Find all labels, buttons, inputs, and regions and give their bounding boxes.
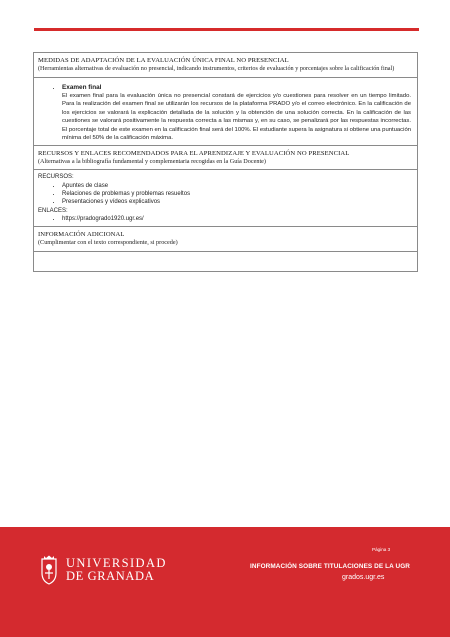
- adaptation-content: [34, 78, 417, 146]
- university-name-line1: UNIVERSIDAD: [66, 556, 167, 570]
- adaptation-title: MEDIDAS DE ADAPTACIÓN DE LA EVALUACIÓN ÚNICA FINAL NO PRESENCIAL: [38, 57, 289, 64]
- additional-content: [34, 252, 417, 271]
- additional-header: [34, 227, 417, 252]
- additional-title: INFORMACIÓN ADICIONAL: [38, 231, 125, 238]
- footer-band: [0, 527, 450, 637]
- top-accent-bar: [34, 28, 419, 31]
- enlaces-label: ENLACES:: [38, 207, 68, 214]
- university-seal-icon: [38, 555, 60, 585]
- exam-item: [62, 84, 411, 143]
- resources-title: RECURSOS Y ENLACES RECOMENDADOS PARA EL APRENDIZAJE Y EVALUACIÓN NO PRESENCIAL: [38, 149, 350, 157]
- resource-item: • Relaciones de problemas y problemas resueltos: [62, 190, 413, 198]
- additional-subtitle: (Cumplimentar con el texto correspondiente, si procede): [38, 239, 178, 246]
- page-number: Página 3: [372, 547, 391, 552]
- resources-subtitle: (Alternativas a la bibliografía fundamental y complementaria recogidas en la Guía Docente): [38, 157, 266, 165]
- exam-item-text: El examen final para la evaluación única no presencial constará de ejercicios y/o cuestiones para resolver en un tiempo limitado. Para la realización del examen final se utilizarán los recursos de la plataforma PRADO y/o el correo electrónico. En la calificación de los ejercicios se valorará la explicación detallada de la solución y la obtención de una solución correcta. En la calificación de las cuestiones se valorará positivamente la respuesta correcta a las mismas y, en su caso, se penalizará por las respuestas incorrectas. El porcentaje total de este examen en la calificación final será del 100%. El estudiante supera la asignatura si obtiene una puntuación mínima del 50% de la calificación máxima.: [62, 92, 411, 142]
- site-link[interactable]: grados.ugr.es: [342, 574, 385, 581]
- recursos-label: RECURSOS:: [38, 174, 74, 181]
- resource-item: • Apuntes de clase: [62, 182, 413, 190]
- resources-content: [34, 170, 417, 227]
- university-name-line2: DE GRANADA: [66, 569, 155, 583]
- adaptation-subtitle: (Herramientas alternativas de evaluación no presencial, indicando instrumentos, criterios de evaluación y porcentajes sobre la calificación final): [38, 65, 395, 72]
- link-item[interactable]: • https://pradogrado1920.ugr.es/: [62, 215, 413, 223]
- info-label: INFORMACIÓN SOBRE TITULACIONES DE LA UGR: [250, 563, 410, 570]
- resources-header: [34, 146, 417, 171]
- adaptation-header: [34, 53, 417, 78]
- exam-item-title: Examen final: [62, 83, 102, 91]
- content-table: [33, 52, 418, 272]
- resource-item: • Presentaciones y vídeos explicativos: [62, 198, 413, 206]
